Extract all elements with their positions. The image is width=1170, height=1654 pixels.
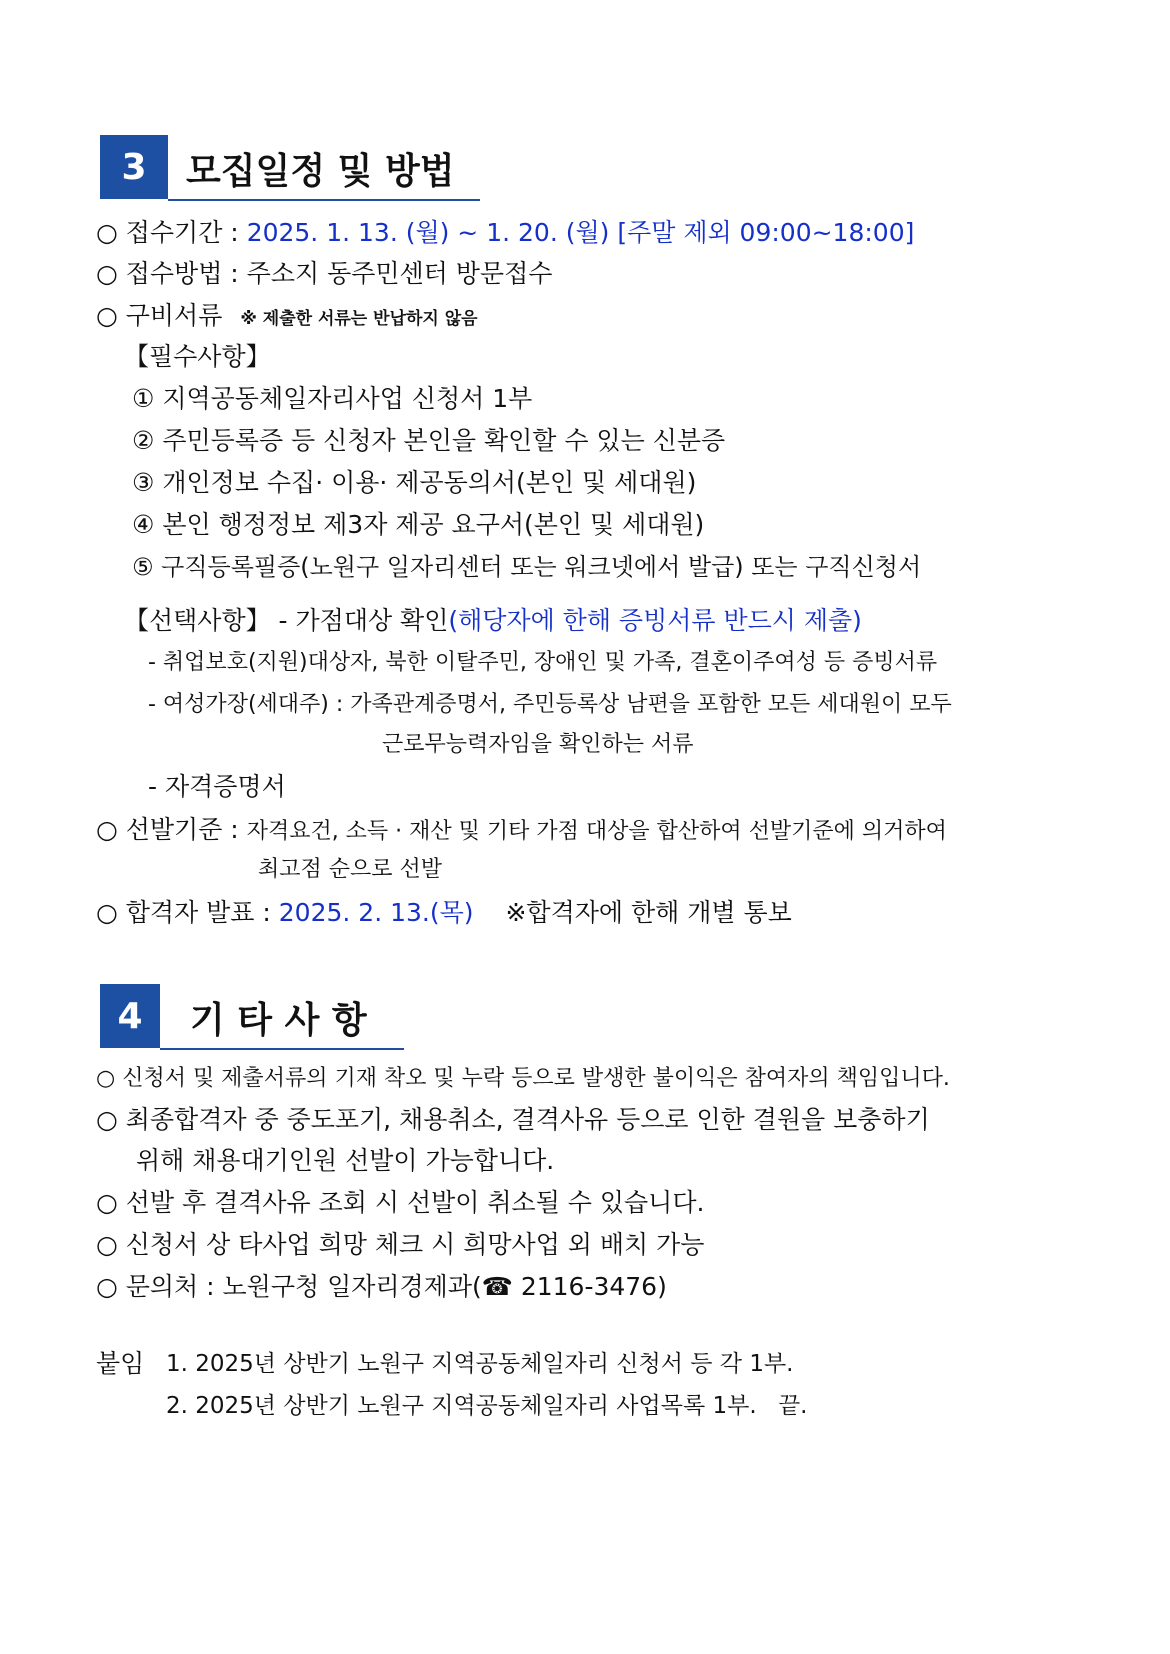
required-item-1: ① 지역공동체일자리사업 신청서 1부 <box>132 384 533 413</box>
section-3-underline <box>168 199 480 201</box>
required-item-4: ④ 본인 행정정보 제3자 제공 요구서(본인 및 세대원) <box>132 510 705 539</box>
reception-method: ○ 접수방법 : 주소지 동주민센터 방문접수 <box>96 259 553 288</box>
reception-period-label: ○ 접수기간 : <box>96 218 247 247</box>
other-item-3: ○ 선발 후 결격사유 조회 시 선발이 취소될 수 있습니다. <box>96 1188 705 1217</box>
other-item-4: ○ 신청서 상 타사업 희망 체크 시 희망사업 외 배치 가능 <box>96 1230 705 1259</box>
reception-period-value: 2025. 1. 13. (월) ~ 1. 20. (월) [주말 제외 09:00~18:00] <box>246 218 915 247</box>
result-announcement-note: ※합격자에 한해 개별 통보 <box>505 898 792 927</box>
required-item-5: ⑤ 구직등록필증(노원구 일자리센터 또는 워크넷에서 발급) 또는 구직신청서 <box>132 553 922 581</box>
result-announcement-date: 2025. 2. 13.(목) <box>278 898 474 927</box>
other-item-1: ○ 신청서 및 제출서류의 기재 착오 및 누락 등으로 발생한 불이익은 참여자의 책임입니다. <box>96 1066 950 1091</box>
section-3-number: 3 <box>100 135 168 199</box>
selection-criteria-text: 자격요건, 소득 · 재산 및 기타 가점 대상을 합산하여 선발기준에 의거하여 <box>246 819 947 844</box>
attachment-1: 1. 2025년 상반기 노원구 지역공동체일자리 신청서 등 각 1부. <box>166 1351 794 1377</box>
section-4-title: 기 타 사 항 <box>190 1000 367 1041</box>
section-4-header <box>100 984 420 1050</box>
attachment-end-mark: 끝. <box>777 1393 808 1419</box>
attachment-2-text: 2. 2025년 상반기 노원구 지역공동체일자리 사업목록 1부. <box>166 1393 757 1419</box>
result-announcement-label: ○ 합격자 발표 : <box>96 898 279 927</box>
selection-criteria <box>96 813 947 849</box>
attachment-label: 붙임 <box>96 1349 145 1378</box>
section-3-title: 모집일정 및 방법 <box>186 151 455 192</box>
selection-criteria-label: ○ 선발기준 : <box>96 815 247 844</box>
optional-item-3: - 자격증명서 <box>148 772 286 801</box>
result-announcement <box>96 896 792 930</box>
reception-period <box>96 216 914 250</box>
optional-item-2: - 여성가장(세대주) : 가족관계증명서, 주민등록상 남편을 포함한 모든 세대원이 모두 <box>148 692 952 717</box>
required-item-2: ② 주민등록증 등 신청자 본인을 확인할 수 있는 신분증 <box>132 426 726 455</box>
optional-items-title: 【선택사항】 - 가점대상 확인 <box>124 606 449 635</box>
required-documents-note: ※ 제출한 서류는 반납하지 않음 <box>240 309 478 329</box>
required-documents <box>96 299 478 336</box>
required-items-title: 【필수사항】 <box>124 342 271 371</box>
other-item-2: ○ 최종합격자 중 중도포기, 채용취소, 결격사유 등으로 인한 결원을 보충하기 <box>96 1105 930 1134</box>
other-item-2-cont: 위해 채용대기인원 선발이 가능합니다. <box>136 1146 555 1175</box>
optional-item-2-cont: 근로무능력자임을 확인하는 서류 <box>382 732 694 757</box>
required-documents-label: ○ 구비서류 <box>96 301 223 330</box>
required-item-3: ③ 개인정보 수집· 이용· 제공동의서(본인 및 세대원) <box>132 468 697 497</box>
section-4-underline <box>160 1048 404 1050</box>
selection-criteria-cont: 최고점 순으로 선발 <box>258 857 443 882</box>
section-3-header <box>100 135 480 201</box>
contact-info: ○ 문의처 : 노원구청 일자리경제과(☎ 2116-3476) <box>96 1272 667 1301</box>
attachment-2 <box>166 1389 808 1423</box>
optional-items-title-row <box>124 604 862 638</box>
section-4-number: 4 <box>100 984 160 1048</box>
optional-item-1: - 취업보호(지원)대상자, 북한 이탈주민, 장애인 및 가족, 결혼이주여성 등 증빙서류 <box>148 650 938 675</box>
optional-items-note: (해당자에 한해 증빙서류 반드시 제출) <box>448 606 862 635</box>
